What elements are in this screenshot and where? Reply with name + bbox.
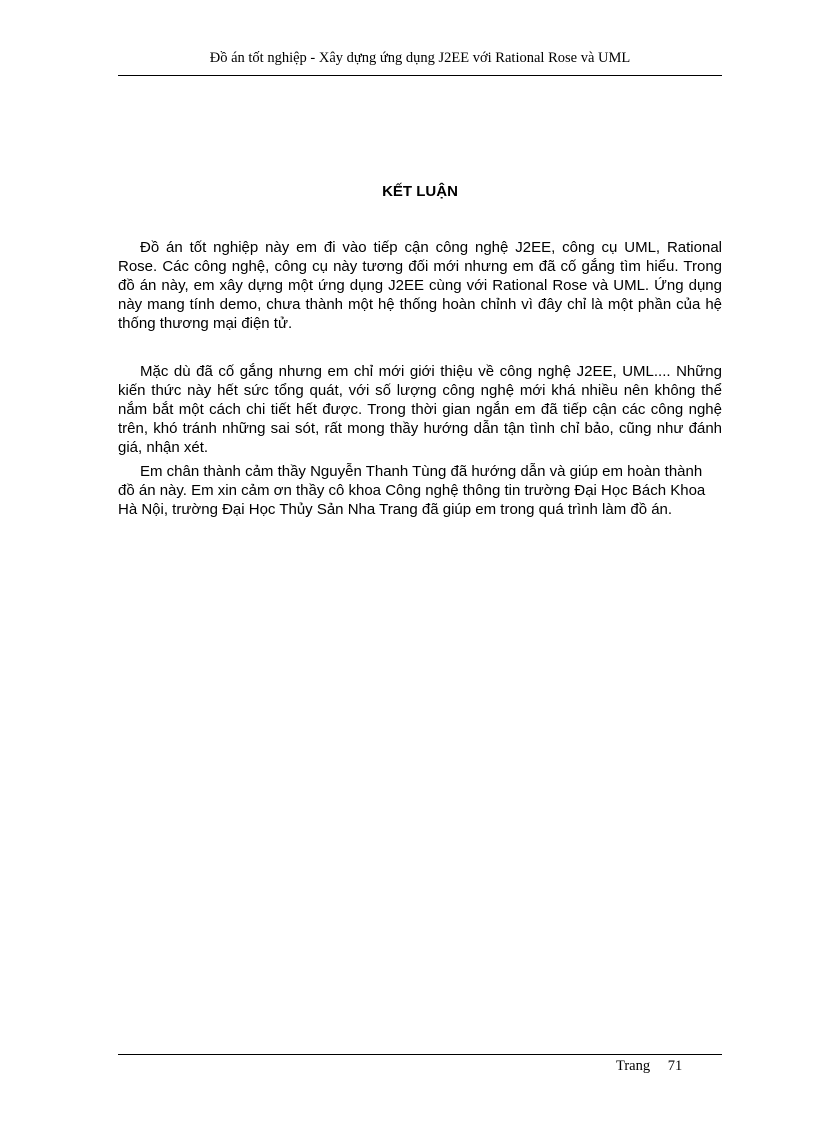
header-divider <box>118 75 722 76</box>
paragraph-1: Đồ án tốt nghiệp này em đi vào tiếp cận công nghệ J2EE, công cụ UML, Rational Rose. Các công nghệ, công cụ này tương đối mới nhưng em đã cố gắng tìm hiểu. Trong đồ án này, em xây dựng một ứng dụng J2EE cùng với Rational Rose và UML. Ứng dụng này mang tính demo, chưa thành một hệ thống hoàn chỉnh vì đây chỉ là một phần của hệ thống thương mại điện tử. <box>118 239 722 332</box>
page-number: 71 <box>667 1058 683 1074</box>
section-title: KẾT LUẬN <box>382 183 458 200</box>
paragraph-3: Em chân thành cảm thầy Nguyễn Thanh Tùng đã hướng dẫn và giúp em hoàn thành đồ án này. Em xin cảm ơn thầy cô khoa Công nghệ thông tin trường Đại Học Bách Khoa Hà Nội, trường Đại Học Thủy Sản Nha Trang đã giúp em trong quá trình làm đồ án. <box>118 463 706 518</box>
footer-divider <box>118 1054 722 1055</box>
page-header: Đồ án tốt nghiệp - Xây dựng ứng dụng J2EE với Rational Rose và UML <box>209 50 631 66</box>
page-label: Trang <box>616 1058 651 1074</box>
paragraph-2: Mặc dù đã cố gắng nhưng em chỉ mới giới thiệu về công nghệ J2EE, UML.... Những kiến thức này hết sức tổng quát, với số lượng công nghệ mới khá nhiều nên không thể nắm bắt một cách chi tiết hết được. Trong thời gian ngắn em đã tiếp cận các công nghệ trên, khó tránh những sai sót, rất mong thầy hướng dẫn tận tình chỉ bảo, cũng như đánh giá, nhận xét. <box>118 363 722 456</box>
page-footer <box>600 1058 700 1075</box>
